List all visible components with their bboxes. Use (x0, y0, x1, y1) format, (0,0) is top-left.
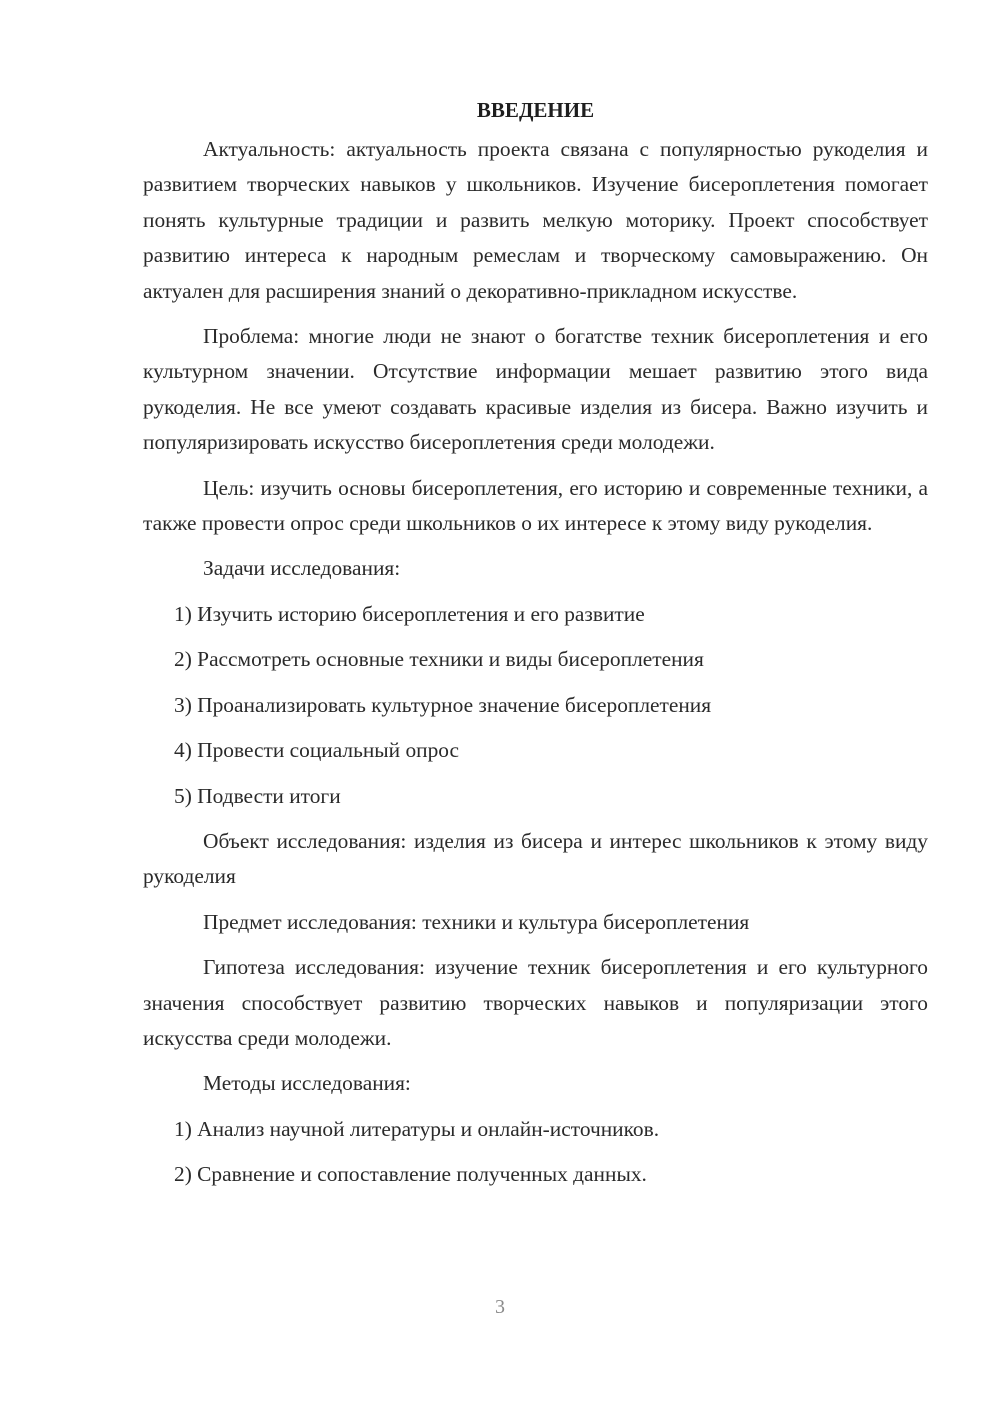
relevance-paragraph: Актуальность: актуальность проекта связана с популярностью рукоделия и развитием творческих навыков у школьников. Изучение бисероплетения помогает понять культурные традиции и развить мелкую моторику. Проект способствует развитию интереса к народным ремеслам и творческому самовыражению. Он актуален для расширения знаний о декоративно-прикладном искусстве. (143, 137, 928, 303)
list-item: 1) Анализ научной литературы и онлайн-источников. (174, 1116, 660, 1141)
hypothesis-paragraph: Гипотеза исследования: изучение техник бисероплетения и его культурного значения способствует развитию творческих навыков и популяризации этого искусства среди молодежи. (143, 955, 928, 1050)
list-item: 5) Подвести итоги (174, 783, 341, 808)
list-item: 2) Рассмотреть основные техники и виды бисероплетения (174, 647, 704, 672)
methods-list (143, 1112, 928, 1193)
list-item: 4) Провести социальный опрос (174, 738, 460, 763)
page-title: ВВЕДЕНИЕ (476, 98, 595, 122)
document-page (143, 92, 928, 1203)
list-item: 2) Сравнение и сопоставление полученных данных. (174, 1162, 647, 1187)
problem-paragraph: Проблема: многие люди не знают о богатстве техник бисероплетения и его культурном значении. Отсутствие информации мешает развитию этого вида рукоделия. Не все умеют создавать красивые изделия из бисера. Важно изучить и популяризировать искусство бисероплетения среди молодежи. (143, 324, 928, 455)
subject-paragraph: Предмет исследования: техники и культура бисероплетения (203, 909, 750, 934)
list-item: 1) Изучить историю бисероплетения и его развитие (174, 601, 645, 626)
tasks-list (143, 597, 928, 814)
list-item: 3) Проанализировать культурное значение бисероплетения (174, 692, 712, 717)
methods-heading: Методы исследования: (203, 1071, 411, 1096)
object-paragraph: Объект исследования: изделия из бисера и интерес школьников к этому виду рукоделия (143, 828, 928, 889)
tasks-heading: Задачи исследования: (203, 556, 401, 581)
page-number: 3 (495, 1296, 505, 1318)
goal-paragraph: Цель: изучить основы бисероплетения, его историю и современные техники, а также провести опрос среди школьников о их интересе к этому виду рукоделия. (143, 475, 928, 536)
